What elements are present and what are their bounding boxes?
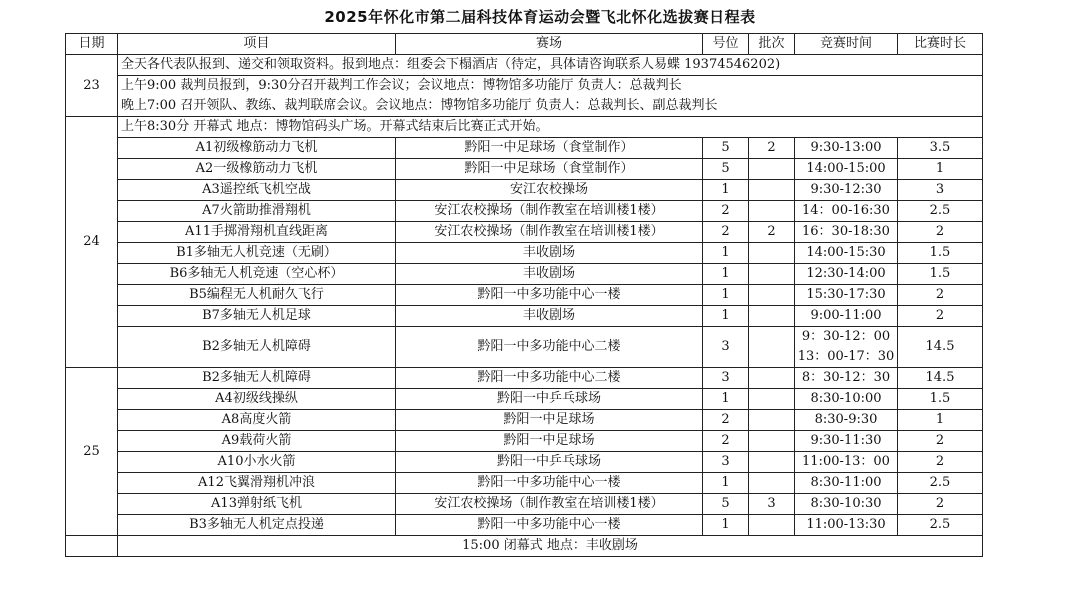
time-cell: 9:30-11:30	[795, 431, 898, 452]
batch-cell	[749, 431, 795, 452]
duration-cell: 1	[898, 159, 983, 180]
time-cell	[795, 327, 898, 368]
batch-cell	[749, 515, 795, 536]
slot-cell: 5	[703, 159, 749, 180]
venue-cell: 安江农校操场（制作教室在培训楼1楼）	[396, 201, 703, 222]
batch-cell	[749, 285, 795, 306]
batch-cell: 2	[749, 222, 795, 243]
slot-cell: 2	[703, 410, 749, 431]
day23-row-notice2	[66, 76, 983, 117]
time-cell: 14：00-16:30	[795, 201, 898, 222]
slot-cell: 2	[703, 222, 749, 243]
batch-cell	[749, 410, 795, 431]
table-row	[66, 201, 983, 222]
slot-cell: 3	[703, 368, 749, 389]
table-row	[66, 180, 983, 201]
duration-cell: 2	[898, 306, 983, 327]
time-cell: 14:00-15:30	[795, 243, 898, 264]
venue-cell: 黔阳一中足球场	[396, 431, 703, 452]
duration-cell: 2	[898, 285, 983, 306]
header-date: 日期	[66, 34, 118, 55]
table-row	[66, 306, 983, 327]
duration-cell: 1.5	[898, 243, 983, 264]
item-cell: A2一级橡筋动力飞机	[118, 159, 396, 180]
slot-cell: 3	[703, 327, 749, 368]
slot-cell: 3	[703, 452, 749, 473]
table-row	[66, 285, 983, 306]
slot-cell: 1	[703, 264, 749, 285]
venue-cell: 黔阳一中多功能中心一楼	[396, 473, 703, 494]
item-cell: B2多轴无人机障碍	[118, 368, 396, 389]
time-cell: 8:30-10:30	[795, 494, 898, 515]
header-time: 竞赛时间	[795, 34, 898, 55]
day23-notice2	[118, 76, 983, 117]
time-cell: 16：30-18:30	[795, 222, 898, 243]
time-cell: 8：30-12：30	[795, 368, 898, 389]
slot-cell: 5	[703, 138, 749, 159]
table-row	[66, 264, 983, 285]
table-row	[66, 243, 983, 264]
venue-cell: 黔阳一中多功能中心一楼	[396, 285, 703, 306]
table-row	[66, 473, 983, 494]
item-cell: A7火箭助推滑翔机	[118, 201, 396, 222]
item-cell: A11手掷滑翔机直线距离	[118, 222, 396, 243]
table-row	[66, 515, 983, 536]
table-row	[66, 452, 983, 473]
time-line1: 9：30-12：00	[801, 329, 891, 344]
batch-cell: 3	[749, 494, 795, 515]
time-cell: 15:30-17:30	[795, 285, 898, 306]
closing-date-blank	[66, 536, 118, 557]
venue-cell: 黔阳一中多功能中心二楼	[396, 368, 703, 389]
item-cell: B3多轴无人机定点投递	[118, 515, 396, 536]
time-cell: 14:00-15:00	[795, 159, 898, 180]
time-cell: 9:30-12:30	[795, 180, 898, 201]
time-cell: 9:30-13:00	[795, 138, 898, 159]
batch-cell	[749, 452, 795, 473]
venue-cell: 丰收剧场	[396, 243, 703, 264]
duration-cell: 2	[898, 222, 983, 243]
duration-cell: 14.5	[898, 368, 983, 389]
closing-row	[66, 536, 983, 557]
header-batch: 批次	[749, 34, 795, 55]
item-cell: A1初级橡筋动力飞机	[118, 138, 396, 159]
table-row	[66, 494, 983, 515]
item-cell: B7多轴无人机足球	[118, 306, 396, 327]
time-cell: 9:00-11:00	[795, 306, 898, 327]
venue-cell: 黔阳一中乒乓球场	[396, 389, 703, 410]
item-cell: A13弹射纸飞机	[118, 494, 396, 515]
venue-cell: 黔阳一中多功能中心二楼	[396, 327, 703, 368]
item-cell: B6多轴无人机竞速（空心杯）	[118, 264, 396, 285]
slot-cell: 5	[703, 494, 749, 515]
venue-cell: 安江农校操场	[396, 180, 703, 201]
time-cell: 12:30-14:00	[795, 264, 898, 285]
item-cell: A3遥控纸飞机空战	[118, 180, 396, 201]
duration-cell: 14.5	[898, 327, 983, 368]
duration-cell: 2.5	[898, 473, 983, 494]
duration-cell: 1	[898, 410, 983, 431]
day23-row-notice1	[66, 55, 983, 76]
day23-date: 23	[66, 55, 118, 117]
batch-cell	[749, 159, 795, 180]
venue-cell: 丰收剧场	[396, 306, 703, 327]
duration-cell: 2	[898, 431, 983, 452]
header-duration: 比赛时长	[898, 34, 983, 55]
time-cell: 8:30-11:00	[795, 473, 898, 494]
venue-cell: 黔阳一中足球场（食堂制作）	[396, 138, 703, 159]
batch-cell	[749, 243, 795, 264]
time-line2: 13：00-17：30	[797, 349, 895, 364]
batch-cell	[749, 264, 795, 285]
schedule-title: 2025年怀化市第二届科技体育运动会暨飞北怀化选拔赛日程表	[324, 8, 756, 26]
slot-cell: 1	[703, 285, 749, 306]
batch-cell	[749, 201, 795, 222]
item-cell: B1多轴无人机竞速（无刷）	[118, 243, 396, 264]
table-row	[66, 431, 983, 452]
day23-notice2-line1: 上午9:00 裁判员报到，9:30分召开裁判工作会议；会议地点：博物馆多功能厅 负责人：总裁判长	[121, 78, 682, 93]
batch-cell	[749, 306, 795, 327]
venue-cell: 黔阳一中足球场	[396, 410, 703, 431]
duration-cell: 2.5	[898, 201, 983, 222]
table-row	[66, 389, 983, 410]
header-item: 项目	[118, 34, 396, 55]
duration-cell: 3.5	[898, 138, 983, 159]
time-cell: 8:30-9:30	[795, 410, 898, 431]
batch-cell	[749, 368, 795, 389]
batch-cell	[749, 473, 795, 494]
slot-cell: 1	[703, 389, 749, 410]
time-cell: 11:00-13:30	[795, 515, 898, 536]
table-row	[66, 138, 983, 159]
time-cell: 8:30-10:00	[795, 389, 898, 410]
table-row	[66, 410, 983, 431]
duration-cell: 2	[898, 494, 983, 515]
item-cell: A4初级线操纵	[118, 389, 396, 410]
slot-cell: 2	[703, 201, 749, 222]
venue-cell: 丰收剧场	[396, 264, 703, 285]
day24-notice: 上午8:30分 开幕式 地点：博物馆码头广场。开幕式结束后比赛正式开始。	[118, 117, 983, 138]
table-row	[66, 159, 983, 180]
batch-cell: 2	[749, 138, 795, 159]
item-cell: A12飞翼滑翔机冲浪	[118, 473, 396, 494]
item-cell: A10小水火箭	[118, 452, 396, 473]
slot-cell: 1	[703, 306, 749, 327]
venue-cell: 安江农校操场（制作教室在培训楼1楼）	[396, 494, 703, 515]
batch-cell	[749, 327, 795, 368]
batch-cell	[749, 180, 795, 201]
day24-row-notice	[66, 117, 983, 138]
day25-date: 25	[66, 368, 118, 536]
time-cell: 11:00-13：00	[795, 452, 898, 473]
day23-notice2-line2: 晚上7:00 召开领队、教练、裁判联席会议。会议地点：博物馆多功能厅 负责人：总裁判长、副总裁判长	[121, 98, 718, 113]
slot-cell: 1	[703, 473, 749, 494]
table-row	[66, 327, 983, 368]
header-venue: 赛场	[396, 34, 703, 55]
duration-cell: 2	[898, 452, 983, 473]
closing-ceremony: 15:00 闭幕式 地点：丰收剧场	[118, 536, 983, 557]
item-cell: B5编程无人机耐久飞行	[118, 285, 396, 306]
slot-cell: 1	[703, 180, 749, 201]
header-slot: 号位	[703, 34, 749, 55]
duration-cell: 1.5	[898, 389, 983, 410]
slot-cell: 1	[703, 243, 749, 264]
batch-cell	[749, 389, 795, 410]
item-cell: B2多轴无人机障碍	[118, 327, 396, 368]
day23-notice1: 全天各代表队报到、递交和领取资料。报到地点：组委会下榻酒店（待定，具体请咨询联系人易蝶 19374546202)	[118, 55, 983, 76]
venue-cell: 黔阳一中乒乓球场	[396, 452, 703, 473]
duration-cell: 2.5	[898, 515, 983, 536]
item-cell: A9载荷火箭	[118, 431, 396, 452]
duration-cell: 1.5	[898, 264, 983, 285]
slot-cell: 1	[703, 515, 749, 536]
item-cell: A8高度火箭	[118, 410, 396, 431]
header-row	[66, 34, 983, 55]
schedule-table	[65, 33, 983, 557]
table-row	[66, 222, 983, 243]
table-row	[66, 368, 983, 389]
duration-cell: 3	[898, 180, 983, 201]
slot-cell: 2	[703, 431, 749, 452]
day24-date: 24	[66, 117, 118, 368]
venue-cell: 黔阳一中多功能中心一楼	[396, 515, 703, 536]
venue-cell: 黔阳一中足球场（食堂制作）	[396, 159, 703, 180]
venue-cell: 安江农校操场（制作教室在培训楼1楼）	[396, 222, 703, 243]
